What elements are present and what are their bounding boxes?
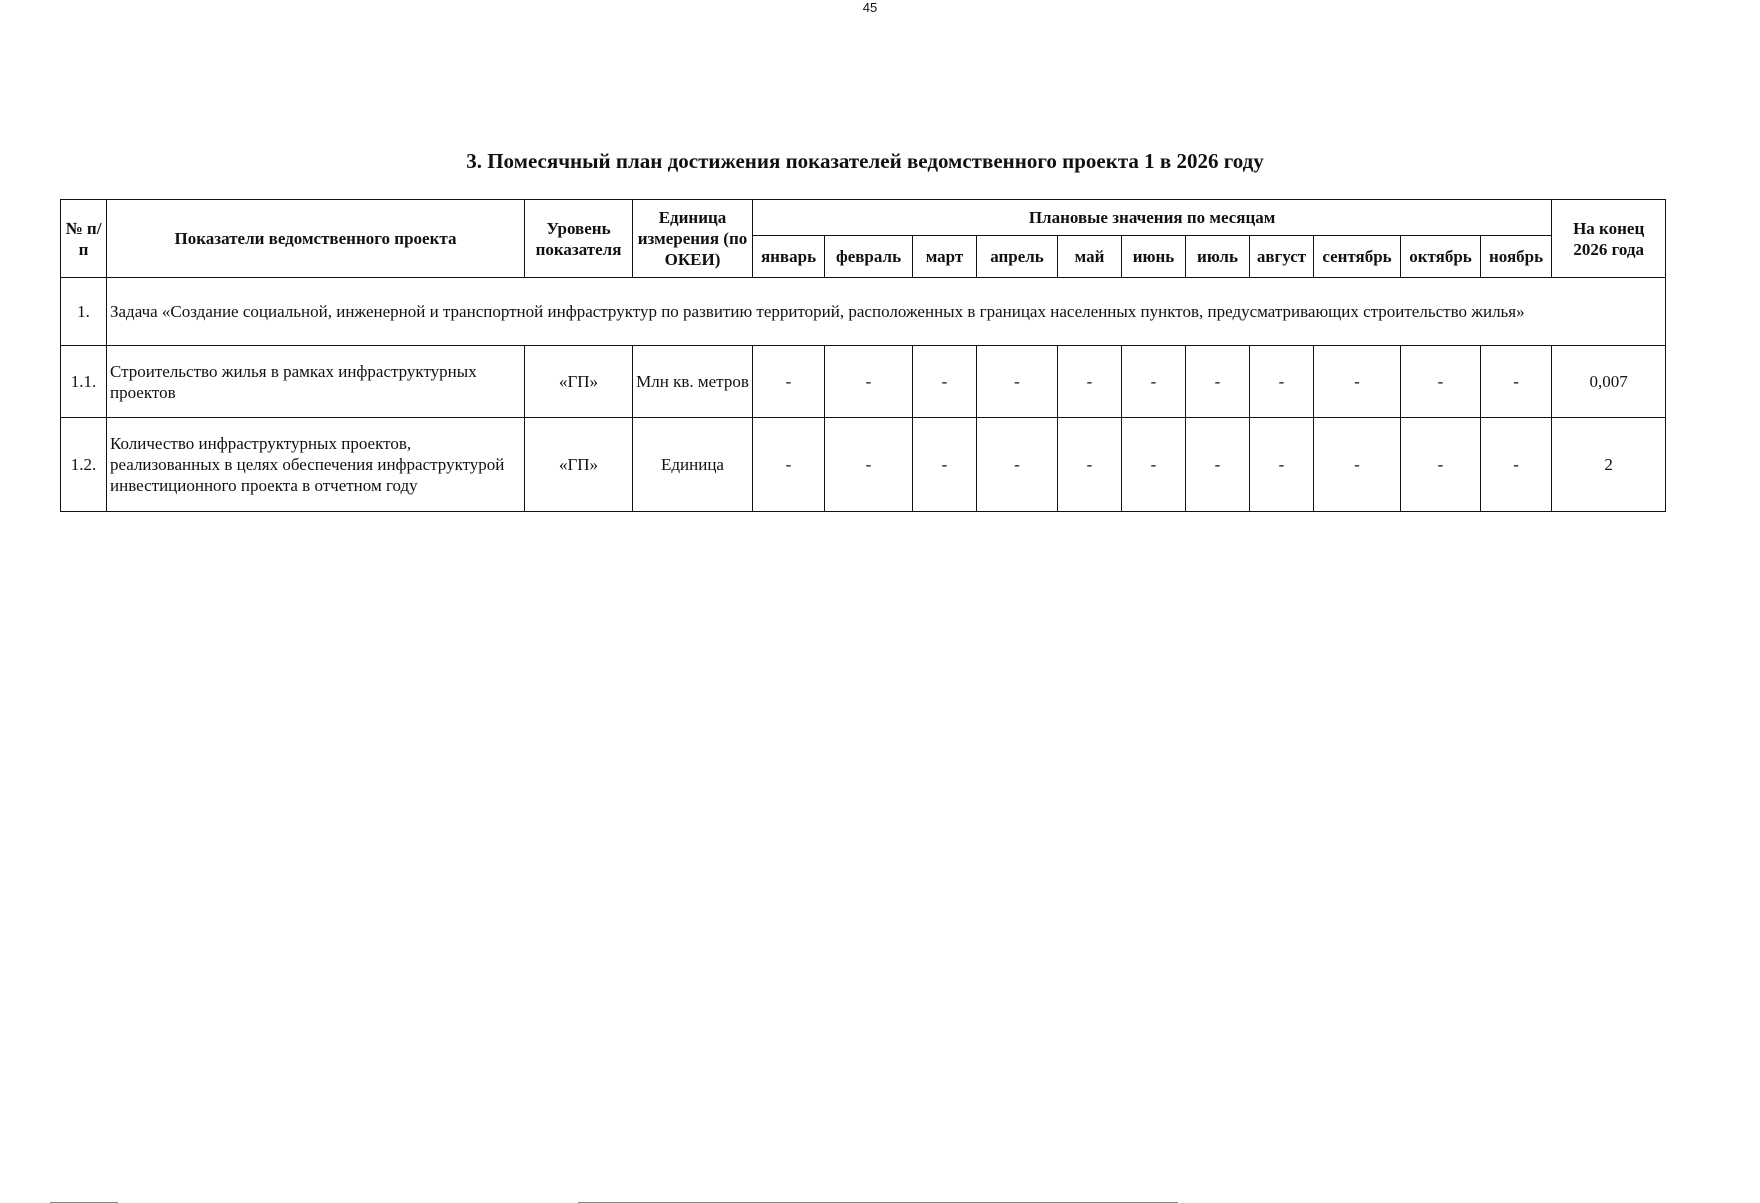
header-month: июль — [1186, 236, 1250, 278]
row-num: 1.1. — [61, 346, 107, 418]
header-level: Уровень показателя — [525, 200, 633, 278]
row-unit: Млн кв. метров — [633, 346, 753, 418]
task-row — [61, 278, 1666, 346]
row-month-value: - — [1314, 418, 1401, 512]
row-month-value: - — [1401, 418, 1481, 512]
row-month-value: - — [1058, 346, 1122, 418]
header-unit: Единица измерения (по ОКЕИ) — [633, 200, 753, 278]
row-month-value: - — [1401, 346, 1481, 418]
row-indicator: Строительство жилья в рамках инфраструктурных проектов — [107, 346, 525, 418]
row-month-value: - — [977, 418, 1058, 512]
row-month-value: - — [1122, 418, 1186, 512]
row-level: «ГП» — [525, 418, 633, 512]
page-title: 3. Помесячный план достижения показателей ведомственного проекта 1 в 2026 году — [466, 149, 1264, 173]
row-level: «ГП» — [525, 346, 633, 418]
row-month-value: - — [1122, 346, 1186, 418]
task-text: Задача «Создание социальной, инженерной и транспортной инфраструктур по развитию территорий, расположенных в границах населенных пунктов, предусматривающих строительство жилья» — [107, 278, 1666, 346]
row-month-value: - — [1250, 346, 1314, 418]
header-indicator: Показатели ведомственного проекта — [107, 200, 525, 278]
header-month: сентябрь — [1314, 236, 1401, 278]
header-month: октябрь — [1401, 236, 1481, 278]
header-month: январь — [753, 236, 825, 278]
row-end-value: 0,007 — [1552, 346, 1666, 418]
monthly-plan-table — [60, 199, 1666, 512]
header-month: апрель — [977, 236, 1058, 278]
row-unit: Единица — [633, 418, 753, 512]
table-row — [61, 418, 1666, 512]
table-row — [61, 346, 1666, 418]
task-num: 1. — [61, 278, 107, 346]
row-num: 1.2. — [61, 418, 107, 512]
header-month: март — [913, 236, 977, 278]
row-month-value: - — [825, 418, 913, 512]
header-month: май — [1058, 236, 1122, 278]
row-month-value: - — [1481, 346, 1552, 418]
row-month-value: - — [753, 346, 825, 418]
row-month-value: - — [753, 418, 825, 512]
header-month: февраль — [825, 236, 913, 278]
row-month-value: - — [1186, 346, 1250, 418]
header-num: № п/п — [61, 200, 107, 278]
row-month-value: - — [1186, 418, 1250, 512]
row-month-value: - — [825, 346, 913, 418]
row-month-value: - — [1250, 418, 1314, 512]
row-month-value: - — [977, 346, 1058, 418]
page-number: 45 — [862, 0, 878, 15]
header-planned: Плановые значения по месяцам — [753, 200, 1552, 236]
row-end-value: 2 — [1552, 418, 1666, 512]
row-month-value: - — [913, 418, 977, 512]
header-month: август — [1250, 236, 1314, 278]
row-month-value: - — [1058, 418, 1122, 512]
header-month: ноябрь — [1481, 236, 1552, 278]
row-indicator: Количество инфраструктурных проектов, реализованных в целях обеспечения инфраструктурой инвестиционного проекта в отчетном году — [107, 418, 525, 512]
row-month-value: - — [1481, 418, 1552, 512]
row-month-value: - — [1314, 346, 1401, 418]
header-end: На конец 2026 года — [1552, 200, 1666, 278]
header-month: июнь — [1122, 236, 1186, 278]
header-row-top — [61, 200, 1666, 236]
row-month-value: - — [913, 346, 977, 418]
